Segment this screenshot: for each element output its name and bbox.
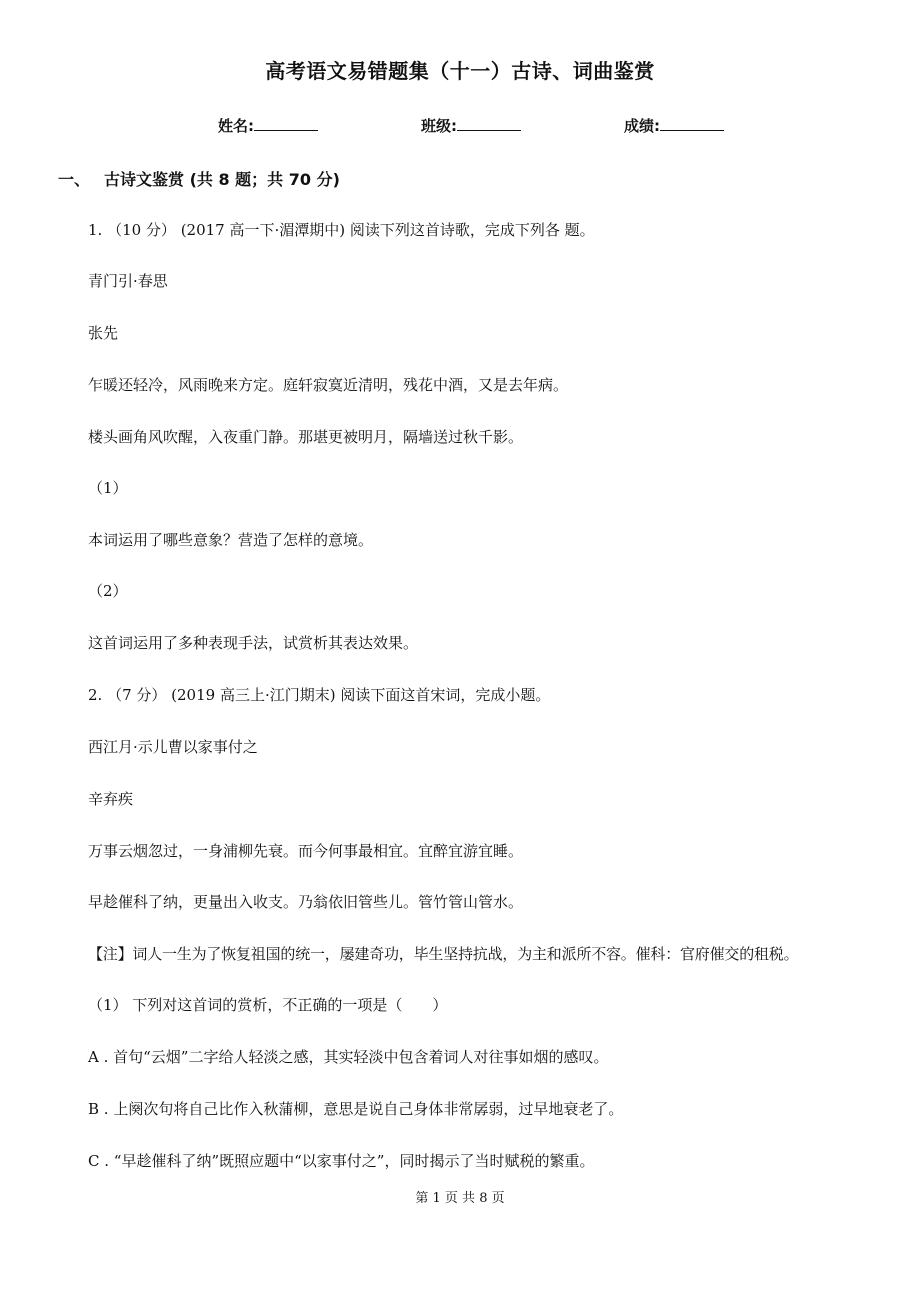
- q1-sub2-label: （2）: [88, 582, 128, 600]
- name-label: 姓名:: [218, 117, 254, 135]
- q2-poem-title: 西江月·示儿曹以家事付之: [88, 738, 258, 756]
- q2-sub1: （1） 下列对这首词的赏析，不正确的一项是（ ）: [88, 996, 448, 1014]
- document-title: 高考语文易错题集（十一）古诗、词曲鉴赏: [265, 59, 655, 83]
- q1-poem-line: 乍暖还轻冷，风雨晚来方定。庭轩寂寞近清明，残花中酒，又是去年病。: [88, 376, 569, 394]
- q1-sub2-text: 这首词运用了多种表现手法，试赏析其表达效果。: [88, 634, 419, 652]
- q1-poem-title: 青门引·春思: [88, 272, 168, 290]
- name-field: [218, 114, 318, 137]
- section-number: 一、: [58, 170, 91, 189]
- q2-option-b: B . 上阕次句将自己比作入秋蒲柳，意思是说自己身体非常孱弱，过早地衰老了。: [88, 1100, 624, 1118]
- q1-sub1-text: 本词运用了哪些意象？营造了怎样的意境。: [88, 531, 374, 549]
- page-footer: 第 1 页 共 8 页: [415, 1191, 505, 1206]
- q1-sub1-label: （1）: [88, 479, 128, 497]
- q2-poem-line: 早趁催科了纳，更量出入收支。乃翁依旧管些儿。管竹管山管水。: [88, 893, 524, 911]
- q1-author: 张先: [88, 324, 119, 342]
- class-blank[interactable]: [457, 114, 521, 131]
- score-label: 成绩:: [624, 117, 660, 135]
- section-heading: [58, 168, 340, 192]
- score-field: [624, 114, 724, 137]
- class-label: 班级:: [421, 117, 457, 135]
- section-heading-text: 古诗文鉴赏 (共 8 题；共 70 分): [104, 170, 340, 189]
- q2-option-a: A . 首句“云烟”二字给人轻淡之感，其实轻淡中包含着词人对往事如烟的感叹。: [88, 1048, 609, 1066]
- score-blank[interactable]: [660, 114, 724, 131]
- class-field: [421, 114, 521, 137]
- name-blank[interactable]: [254, 114, 318, 131]
- q2-poem-line: 万事云烟忽过，一身浦柳先衰。而今何事最相宜。宜醉宜游宜睡。: [88, 842, 524, 860]
- q2-option-c: C . “早趁催科了纳”既照应题中“以家事付之”，同时揭示了当时赋税的繁重。: [88, 1152, 595, 1170]
- q2-author: 辛弃疾: [88, 790, 134, 808]
- q2-note: 【注】词人一生为了恢复祖国的统一，屡建奇功，毕生坚持抗战，为主和派所不容。催科：官府催交的租税。: [88, 945, 799, 963]
- q1-poem-line: 楼头画角风吹醒，入夜重门静。那堪更被明月，隔墙送过秋千影。: [88, 428, 524, 446]
- q2-header: 2. （7 分） (2019 高三上·江门期末) 阅读下面这首宋词，完成小题。: [88, 686, 551, 704]
- q1-header: 1. （10 分） (2017 高一下·湄潭期中) 阅读下列这首诗歌，完成下列各 题。: [88, 221, 595, 239]
